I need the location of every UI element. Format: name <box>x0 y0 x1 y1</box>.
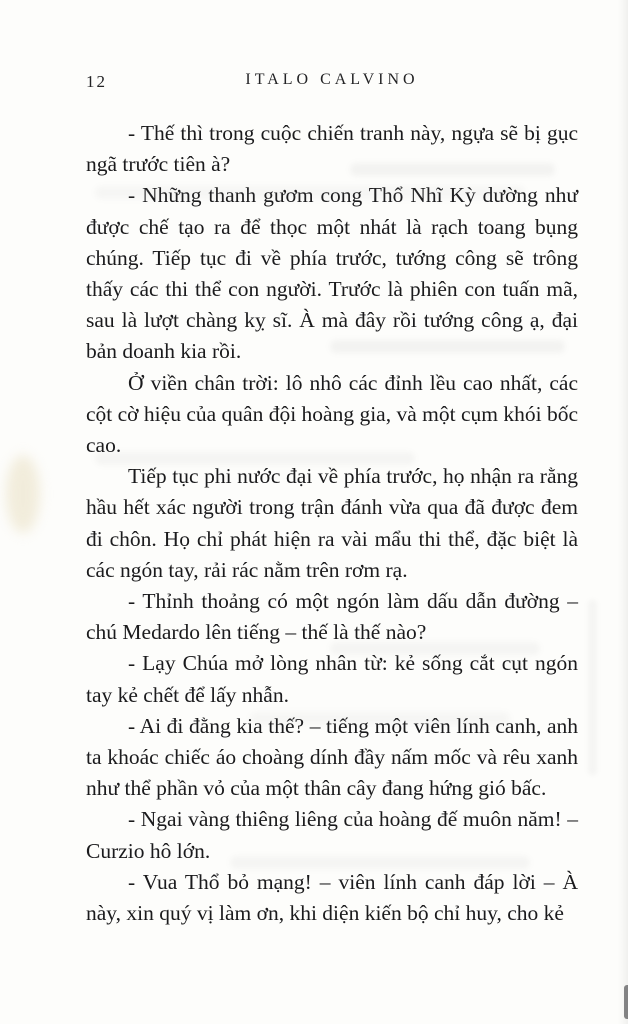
paragraph-narrative: Ở viền chân trời: lô nhô các đỉnh lều cao nhất, các cột cờ hiệu của quân đội hoàng gia, và một cụm khói bốc cao. <box>86 370 579 458</box>
paper-smudge <box>6 455 40 533</box>
paragraph-dialogue: - Thế thì trong cuộc chiến tranh này, ngựa sẽ bị gục ngã trước tiên à? <box>86 121 578 177</box>
page-number: 12 <box>86 72 107 91</box>
paragraph-dialogue: - Vua Thổ bỏ mạng! – viên lính canh đáp lời – À này, xin quý vị làm ơn, khi diện kiến bộ chỉ huy, cho kẻ <box>86 869 578 926</box>
paragraph-dialogue: - Ngai vàng thiêng liêng của hoàng đế muôn năm! – Curzio hô lớn. <box>86 807 578 863</box>
paragraph-dialogue: - Ai đi đằng kia thế? – tiếng một viên lính canh, anh ta khoác chiếc áo choàng dính đầy nấm mốc và rêu xanh như thể phần vỏ của một thân cây đang hứng gió bấc. <box>86 713 578 801</box>
body-text <box>86 118 578 929</box>
paragraph-narrative: Tiếp tục phi nước đại về phía trước, họ nhận ra rằng hầu hết xác người trong trận đánh vừa qua đã được đem đi chôn. Họ chỉ phát hiện ra vài mẩu thi thể, đặc biệt là các ngón tay, rải rác nằm trên rơm rạ. <box>86 464 578 582</box>
showthrough-ghost <box>588 600 597 775</box>
paragraph-dialogue: - Những thanh gươm cong Thổ Nhĩ Kỳ dường như được chế tạo ra để thọc một nhát là rạch toang bụng chúng. Tiếp tục đi về phía trước, tướng công sẽ trông thấy các thi thể con người. Trước là phiên con tuấn mã, sau là lượt chàng kỵ sĩ. À mà đây rồi tướng công ạ, đại bản doanh kia rồi. <box>86 183 578 364</box>
page-header <box>86 71 578 95</box>
paragraph-dialogue: - Thỉnh thoảng có một ngón làm dấu dẫn đường – chú Medardo lên tiếng – thế là thế nào? <box>86 589 578 645</box>
running-head-title: ITALO CALVINO <box>245 71 419 88</box>
page-edge-mark <box>624 985 628 1019</box>
paragraph-dialogue: - Lạy Chúa mở lòng nhân từ: kẻ sống cắt cụt ngón tay kẻ chết để lấy nhẫn. <box>86 651 578 707</box>
